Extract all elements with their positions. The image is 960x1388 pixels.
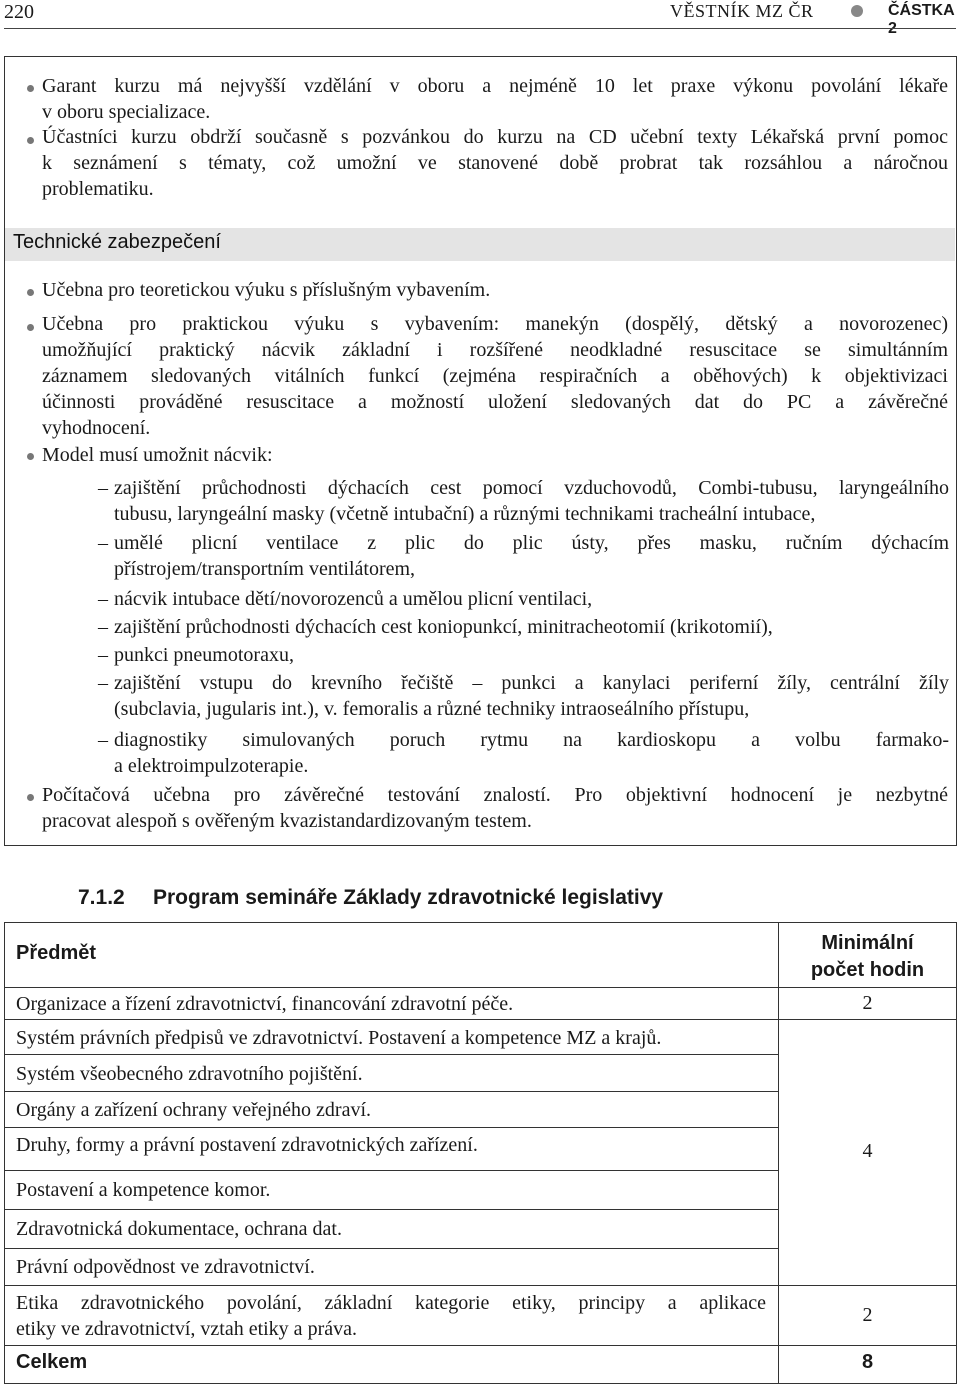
list-item	[42, 782, 948, 834]
dash-marker: –	[98, 588, 108, 610]
total-label: Celkem	[16, 1351, 88, 1373]
table-row	[4, 987, 778, 1020]
table-cell-subject: Orgány a zařízení ochrany veřejného zdraví.	[16, 1099, 372, 1121]
dash-item-line: nácvik intubace dětí/novorozenců a umělou plicní ventilaci,	[114, 588, 593, 610]
list-item-line: umožňující praktický nácvik základní i rozšířené neodkladné resuscitace se simultánním	[42, 339, 948, 361]
list-item-line: vyhodnocení.	[42, 417, 151, 439]
list-item-line: Model musí umožnit nácvik:	[42, 444, 273, 466]
hours-value: 2	[862, 992, 873, 1014]
table-cell-subject: Zdravotnická dokumentace, ochrana dat.	[16, 1218, 342, 1240]
section-header-band	[5, 228, 955, 261]
list-item	[42, 73, 948, 125]
column-header-line: Minimální	[821, 932, 914, 954]
table-cell-hours	[778, 1019, 957, 1286]
list-item-line: problematiku.	[42, 178, 154, 200]
table-cell-subject: Právní odpovědnost ve zdravotnictví.	[16, 1256, 315, 1278]
total-cell	[778, 1345, 957, 1384]
dash-item-line: přístrojem/transportním ventilátorem,	[114, 558, 416, 580]
dash-item-line: zajištění vstupu do krevního řečiště – punkci a kanylaci periferní žíly, centrální žíly	[114, 672, 949, 694]
dash-item-line: (subclavia, jugularis int.), v. femoralis a různé techniky intraoseálního přístupu,	[114, 698, 750, 720]
dash-item-line: a elektroimpulzoterapie.	[114, 755, 309, 777]
section-number: 7.1.2	[78, 886, 125, 909]
table-row	[4, 1248, 778, 1286]
dash-item	[114, 475, 949, 527]
table-cell-subject: Organizace a řízení zdravotnictví, financování zdravotní péče.	[16, 993, 514, 1015]
hours-value: 4	[862, 1140, 873, 1162]
journal-title: VĚSTNÍK MZ ČR	[670, 1, 814, 21]
bullet-icon	[27, 85, 34, 92]
dash-item	[114, 586, 592, 612]
table-cell-subject	[16, 1290, 766, 1342]
hours-value: 2	[862, 1304, 873, 1326]
list-item	[42, 311, 948, 441]
dash-marker: –	[98, 729, 108, 751]
table-row	[4, 1209, 778, 1249]
list-item	[42, 277, 490, 303]
table-row	[4, 1091, 778, 1128]
dash-marker: –	[98, 532, 108, 554]
table-row	[4, 1285, 778, 1346]
table-row	[4, 1127, 778, 1171]
list-item-line: k seznámení s tématy, což umožní ve stanovené době probrat tak rozsáhlou a náročnou	[42, 152, 948, 174]
list-item	[42, 124, 948, 202]
table-cell-subject: Systém všeobecného zdravotního pojištění.	[16, 1063, 363, 1085]
seminar-table	[4, 922, 957, 1386]
dash-item-line: umělé plicní ventilace z plic do plic ústy, přes masku, ručním dýchacím	[114, 532, 949, 554]
list-item-line: záznamem sledovaných vitálních funkcí (zejména respiračních a oběhových) k objektivizaci	[42, 365, 948, 387]
dash-item	[114, 530, 949, 582]
dash-marker: –	[98, 477, 108, 499]
dash-item	[114, 670, 949, 722]
section-title: Technické zabezpečení	[13, 231, 221, 253]
dash-item	[114, 727, 949, 779]
list-item-line: Učebna pro teoretickou výuku s příslušným vybavením.	[42, 279, 491, 301]
column-header: Předmět	[16, 942, 97, 964]
list-item-line: Garant kurzu má nejvyšší vzdělání v oboru a nejméně 10 let praxe výkonu povolání lékaře	[42, 75, 948, 97]
header-divider	[4, 28, 956, 29]
bullet-icon	[27, 794, 34, 801]
bullet-dot-icon	[851, 5, 863, 17]
bullet-icon	[27, 453, 34, 460]
dash-marker: –	[98, 616, 108, 638]
list-item	[42, 442, 273, 468]
table-cell-line: Etika zdravotnického povolání, základní kategorie etiky, principy a aplikace	[16, 1292, 766, 1314]
list-item-line: účinnosti prováděné resuscitace a možností uložení sledovaných dat do PC a závěrečné	[42, 391, 948, 413]
table-cell-subject: Systém právních předpisů ve zdravotnictví. Postavení a kompetence MZ a krajů.	[16, 1027, 662, 1049]
column-header-line: počet hodin	[810, 959, 925, 981]
dash-item-line: diagnostiky simulovaných poruch rytmu na kardioskopu a volbu farmako-	[114, 729, 949, 751]
table-row	[4, 1054, 778, 1092]
list-item-line: Učebna pro praktickou výuku s vybavením: manekýn (dospělý, dětský a novorozenec)	[42, 313, 948, 335]
dash-item-line: punkci pneumotoraxu,	[114, 644, 294, 666]
requirements-box	[4, 56, 957, 846]
page-header	[0, 0, 960, 28]
table-cell-hours	[778, 987, 957, 1020]
dash-item	[114, 614, 773, 640]
table-header-hours	[778, 922, 957, 988]
dash-item-line: tubusu, laryngeální masky (včetně intubační) a různými technikami tracheální intubace,	[114, 503, 816, 525]
part-label: ČÁSTKA	[888, 2, 955, 19]
total-value: 8	[861, 1351, 874, 1373]
table-header-subject	[4, 922, 778, 988]
list-item-line: Počítačová učebna pro závěrečné testování znalostí. Pro objektivní hodnocení je nezbytné	[42, 784, 948, 806]
bullet-icon	[27, 137, 34, 144]
column-header	[779, 930, 956, 984]
list-item-line: pracovat alespoň s ověřeným kvazistandardizovaným testem.	[42, 810, 532, 832]
dash-item-line: zajištění průchodnosti dýchacích cest koniopunkcí, minitracheotomií (krikotomií),	[114, 616, 773, 638]
list-item-line: v oboru specializace.	[42, 101, 211, 123]
table-cell-hours	[778, 1285, 957, 1346]
table-cell-subject: Druhy, formy a právní postavení zdravotnických zařízení.	[16, 1134, 478, 1156]
bullet-icon	[27, 324, 34, 331]
page-number: 220	[4, 1, 34, 23]
dash-item-line: zajištění průchodnosti dýchacích cest pomocí vzduchovodů, Combi-tubusu, laryngeálního	[114, 477, 949, 499]
total-row	[4, 1345, 778, 1384]
list-item-line: Účastníci kurzu obdrží současně s pozvánkou do kurzu na CD učební texty Lékařská první pomoc	[42, 126, 948, 148]
section-heading	[78, 886, 663, 910]
section-heading-title: Program semináře Základy zdravotnické legislativy	[153, 886, 664, 909]
dash-item	[114, 642, 294, 668]
table-row	[4, 1019, 778, 1055]
table-cell-subject: Postavení a kompetence komor.	[16, 1179, 271, 1201]
dash-marker: –	[98, 644, 108, 666]
table-cell-line: etiky ve zdravotnictví, vztah etiky a práva.	[16, 1318, 357, 1340]
table-row	[4, 1170, 778, 1210]
dash-marker: –	[98, 672, 108, 694]
bullet-icon	[27, 289, 34, 296]
